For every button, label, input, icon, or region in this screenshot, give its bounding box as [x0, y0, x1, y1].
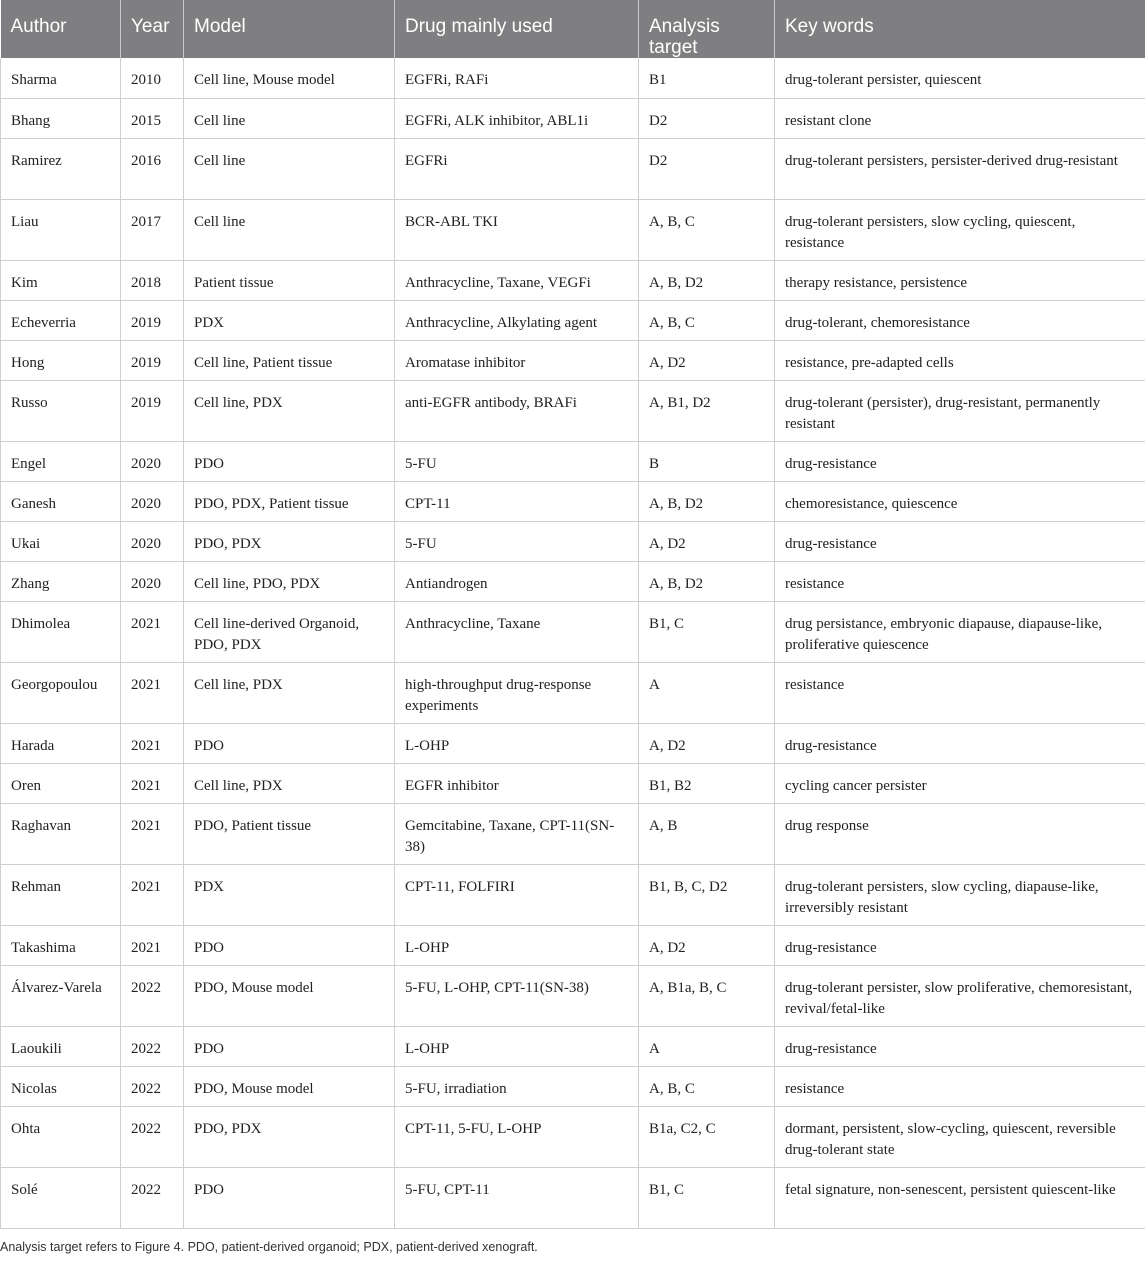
cell-analysis-target: A, D2	[639, 925, 775, 965]
cell-analysis-target: B1, C	[639, 1167, 775, 1228]
cell-model: PDO, PDX, Patient tissue	[184, 481, 395, 521]
table-row	[1, 199, 1145, 260]
cell-analysis-target: A, D2	[639, 723, 775, 763]
table-header-row	[1, 0, 1145, 58]
cell-author: Ukai	[1, 521, 121, 561]
table-row	[1, 965, 1145, 1026]
cell-author: Dhimolea	[1, 601, 121, 662]
cell-author: Ganesh	[1, 481, 121, 521]
table-row	[1, 481, 1145, 521]
cell-year: 2022	[121, 1106, 184, 1167]
cell-analysis-target: A, B, D2	[639, 481, 775, 521]
cell-author: Bhang	[1, 98, 121, 138]
cell-analysis-target: A, B, C	[639, 1066, 775, 1106]
table-row	[1, 300, 1145, 340]
cell-key-words: drug-tolerant persisters, slow cycling, diapause-like, irreversibly resistant	[775, 864, 1145, 925]
cell-key-words: drug-resistance	[775, 723, 1145, 763]
table-row	[1, 561, 1145, 601]
cell-year: 2022	[121, 1066, 184, 1106]
cell-analysis-target: A	[639, 662, 775, 723]
cell-author: Liau	[1, 199, 121, 260]
cell-model: Cell line	[184, 199, 395, 260]
cell-model: PDO, Patient tissue	[184, 803, 395, 864]
cell-drug: Gemcitabine, Taxane, CPT-11(SN-38)	[395, 803, 639, 864]
cell-author: Zhang	[1, 561, 121, 601]
header-model: Model	[184, 0, 395, 58]
table-row	[1, 380, 1145, 441]
cell-author: Sharma	[1, 58, 121, 98]
cell-year: 2020	[121, 561, 184, 601]
table-row	[1, 601, 1145, 662]
cell-author: Georgopoulou	[1, 662, 121, 723]
cell-model: PDO	[184, 723, 395, 763]
cell-model: PDO	[184, 441, 395, 481]
table-footnote: Analysis target refers to Figure 4. PDO, patient-derived organoid; PDX, patient-derived xenograft.	[0, 1240, 538, 1254]
cell-analysis-target: B1, B2	[639, 763, 775, 803]
cell-key-words: drug-resistance	[775, 441, 1145, 481]
cell-key-words: dormant, persistent, slow-cycling, quiescent, reversible drug-tolerant state	[775, 1106, 1145, 1167]
cell-key-words: cycling cancer persister	[775, 763, 1145, 803]
cell-model: PDO, Mouse model	[184, 1066, 395, 1106]
cell-year: 2022	[121, 1026, 184, 1066]
cell-key-words: resistance	[775, 662, 1145, 723]
cell-model: PDO	[184, 925, 395, 965]
cell-analysis-target: A, B, D2	[639, 260, 775, 300]
cell-year: 2021	[121, 763, 184, 803]
cell-year: 2016	[121, 138, 184, 199]
cell-author: Echeverria	[1, 300, 121, 340]
cell-year: 2021	[121, 925, 184, 965]
cell-drug: CPT-11, 5-FU, L-OHP	[395, 1106, 639, 1167]
cell-year: 2019	[121, 340, 184, 380]
cell-analysis-target: A, D2	[639, 521, 775, 561]
cell-drug: Antiandrogen	[395, 561, 639, 601]
cell-key-words: chemoresistance, quiescence	[775, 481, 1145, 521]
cell-model: Cell line, PDO, PDX	[184, 561, 395, 601]
table-row	[1, 441, 1145, 481]
cell-analysis-target: A, B1a, B, C	[639, 965, 775, 1026]
cell-key-words: therapy resistance, persistence	[775, 260, 1145, 300]
cell-model: PDO, Mouse model	[184, 965, 395, 1026]
table-row	[1, 763, 1145, 803]
cell-model: Cell line, PDX	[184, 380, 395, 441]
cell-key-words: resistance, pre-adapted cells	[775, 340, 1145, 380]
cell-drug: Anthracycline, Taxane, VEGFi	[395, 260, 639, 300]
table-row	[1, 1066, 1145, 1106]
table-row	[1, 260, 1145, 300]
cell-model: Cell line, Patient tissue	[184, 340, 395, 380]
cell-drug: EGFRi	[395, 138, 639, 199]
cell-year: 2019	[121, 300, 184, 340]
cell-key-words: resistance	[775, 1066, 1145, 1106]
table-row	[1, 662, 1145, 723]
cell-author: Ohta	[1, 1106, 121, 1167]
table-row	[1, 1026, 1145, 1066]
cell-author: Raghavan	[1, 803, 121, 864]
table-row	[1, 138, 1145, 199]
cell-model: Cell line, PDX	[184, 763, 395, 803]
cell-key-words: drug response	[775, 803, 1145, 864]
cell-key-words: resistance	[775, 561, 1145, 601]
cell-analysis-target: B1, C	[639, 601, 775, 662]
cell-analysis-target: A, D2	[639, 340, 775, 380]
cell-author: Rehman	[1, 864, 121, 925]
cell-key-words: fetal signature, non-senescent, persistent quiescent-like	[775, 1167, 1145, 1228]
cell-analysis-target: D2	[639, 98, 775, 138]
cell-key-words: drug-tolerant (persister), drug-resistant, permanently resistant	[775, 380, 1145, 441]
cell-drug: EGFR inhibitor	[395, 763, 639, 803]
cell-drug: 5-FU, CPT-11	[395, 1167, 639, 1228]
cell-drug: BCR-ABL TKI	[395, 199, 639, 260]
cell-key-words: drug-tolerant persister, slow proliferative, chemoresistant, revival/fetal-like	[775, 965, 1145, 1026]
cell-year: 2019	[121, 380, 184, 441]
cell-drug: 5-FU	[395, 521, 639, 561]
cell-year: 2022	[121, 965, 184, 1026]
header-key-words: Key words	[775, 0, 1145, 58]
cell-model: PDO	[184, 1167, 395, 1228]
table-row	[1, 340, 1145, 380]
cell-model: PDO, PDX	[184, 521, 395, 561]
cell-year: 2020	[121, 521, 184, 561]
header-analysis-target: Analysis target	[639, 0, 775, 58]
cell-model: Patient tissue	[184, 260, 395, 300]
cell-year: 2017	[121, 199, 184, 260]
cell-key-words: drug-tolerant persisters, slow cycling, quiescent, resistance	[775, 199, 1145, 260]
cell-key-words: drug-tolerant persister, quiescent	[775, 58, 1145, 98]
cell-analysis-target: A, B	[639, 803, 775, 864]
cell-drug: CPT-11	[395, 481, 639, 521]
table-row	[1, 521, 1145, 561]
cell-drug: Anthracycline, Taxane	[395, 601, 639, 662]
cell-year: 2021	[121, 601, 184, 662]
cell-author: Kim	[1, 260, 121, 300]
cell-author: Takashima	[1, 925, 121, 965]
cell-drug: Aromatase inhibitor	[395, 340, 639, 380]
table-row	[1, 803, 1145, 864]
cell-author: Oren	[1, 763, 121, 803]
cell-year: 2020	[121, 441, 184, 481]
cell-drug: CPT-11, FOLFIRI	[395, 864, 639, 925]
cell-model: PDX	[184, 300, 395, 340]
cell-analysis-target: B1a, C2, C	[639, 1106, 775, 1167]
table-row	[1, 723, 1145, 763]
table-row	[1, 925, 1145, 965]
cell-model: Cell line	[184, 98, 395, 138]
cell-key-words: drug-resistance	[775, 521, 1145, 561]
table-row	[1, 864, 1145, 925]
cell-year: 2018	[121, 260, 184, 300]
cell-year: 2010	[121, 58, 184, 98]
cell-drug: high-throughput drug-response experiments	[395, 662, 639, 723]
cell-author: Ramirez	[1, 138, 121, 199]
cell-author: Hong	[1, 340, 121, 380]
cell-model: Cell line-derived Organoid, PDO, PDX	[184, 601, 395, 662]
cell-drug: 5-FU, L-OHP, CPT-11(SN-38)	[395, 965, 639, 1026]
header-year: Year	[121, 0, 184, 58]
cell-drug: L-OHP	[395, 925, 639, 965]
cell-key-words: resistant clone	[775, 98, 1145, 138]
table-row	[1, 1106, 1145, 1167]
cell-drug: L-OHP	[395, 723, 639, 763]
cell-analysis-target: A, B1, D2	[639, 380, 775, 441]
cell-model: PDO, PDX	[184, 1106, 395, 1167]
cell-year: 2022	[121, 1167, 184, 1228]
table-body	[1, 58, 1145, 1228]
cell-drug: EGFRi, ALK inhibitor, ABL1i	[395, 98, 639, 138]
cell-drug: Anthracycline, Alkylating agent	[395, 300, 639, 340]
cell-year: 2021	[121, 723, 184, 763]
cell-year: 2020	[121, 481, 184, 521]
cell-year: 2015	[121, 98, 184, 138]
cell-key-words: drug persistance, embryonic diapause, diapause-like, proliferative quiescence	[775, 601, 1145, 662]
cell-author: Solé	[1, 1167, 121, 1228]
cell-year: 2021	[121, 662, 184, 723]
cell-key-words: drug-tolerant persisters, persister-derived drug-resistant	[775, 138, 1145, 199]
cell-analysis-target: A, B, C	[639, 199, 775, 260]
cell-model: Cell line, Mouse model	[184, 58, 395, 98]
cell-author: Álvarez-Varela	[1, 965, 121, 1026]
cell-key-words: drug-resistance	[775, 1026, 1145, 1066]
cell-analysis-target: D2	[639, 138, 775, 199]
cell-drug: EGFRi, RAFi	[395, 58, 639, 98]
cell-drug: anti-EGFR antibody, BRAFi	[395, 380, 639, 441]
cell-drug: 5-FU	[395, 441, 639, 481]
cell-model: PDX	[184, 864, 395, 925]
cell-author: Engel	[1, 441, 121, 481]
table-row	[1, 58, 1145, 98]
cell-analysis-target: A	[639, 1026, 775, 1066]
cell-analysis-target: B1	[639, 58, 775, 98]
cell-drug: 5-FU, irradiation	[395, 1066, 639, 1106]
cell-model: Cell line	[184, 138, 395, 199]
table-row	[1, 98, 1145, 138]
cell-author: Harada	[1, 723, 121, 763]
header-drug: Drug mainly used	[395, 0, 639, 58]
cell-key-words: drug-tolerant, chemoresistance	[775, 300, 1145, 340]
cell-year: 2021	[121, 864, 184, 925]
cell-model: Cell line, PDX	[184, 662, 395, 723]
cell-author: Nicolas	[1, 1066, 121, 1106]
cell-key-words: drug-resistance	[775, 925, 1145, 965]
cell-analysis-target: B	[639, 441, 775, 481]
cell-analysis-target: B1, B, C, D2	[639, 864, 775, 925]
header-author: Author	[1, 0, 121, 58]
cell-analysis-target: A, B, D2	[639, 561, 775, 601]
cell-author: Laoukili	[1, 1026, 121, 1066]
table-row	[1, 1167, 1145, 1228]
cell-model: PDO	[184, 1026, 395, 1066]
cell-drug: L-OHP	[395, 1026, 639, 1066]
cell-analysis-target: A, B, C	[639, 300, 775, 340]
cell-author: Russo	[1, 380, 121, 441]
cell-year: 2021	[121, 803, 184, 864]
